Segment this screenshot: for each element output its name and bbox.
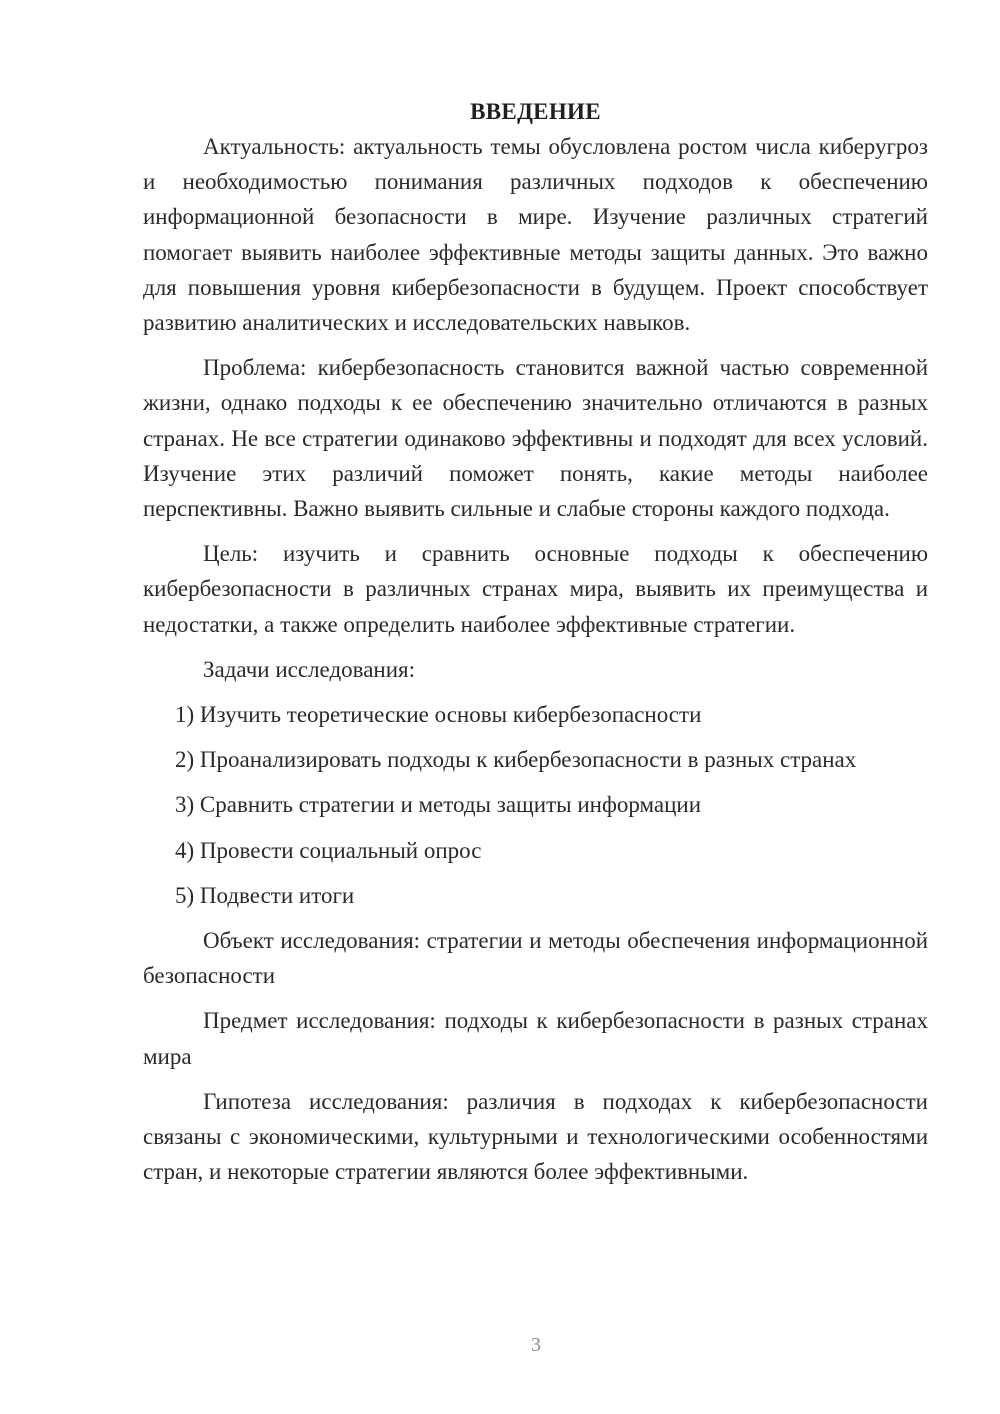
paragraph-goal: Цель: изучить и сравнить основные подходы к обеспечению кибербезопасности в различных странах мира, выявить их преимущества и недостатки, а также определить наиболее эффективные стратегии. (143, 541, 928, 637)
paragraph-problem: Проблема: кибербезопасность становится важной частью современной жизни, однако подходы к ее обеспечению значительно отличаются в разных странах. Не все стратегии одинаково эффективны и подходят для всех условий. Изучение этих различий поможет понять, какие методы наиболее перспективны. Важно выявить сильные и слабые стороны каждого подхода. (143, 355, 928, 522)
tasks-heading: Задачи исследования: (203, 656, 416, 682)
page-title: ВВЕДЕНИЕ (470, 99, 601, 124)
task-item-5: 5) Подвести итоги (175, 882, 355, 908)
page-content (143, 94, 928, 1199)
tasks-list (143, 697, 928, 913)
task-item-3: 3) Сравнить стратегии и методы защиты информации (175, 792, 702, 818)
task-item-4: 4) Провести социальный опрос (175, 837, 482, 863)
paragraph-relevance: Актуальность: актуальность темы обусловлена ростом числа киберугроз и необходимостью понимания различных подходов к обеспечению информационной безопасности в мире. Изучение различных стратегий помогает выявить наиболее эффективные методы защиты данных. Это важно для повышения уровня кибербезопасности в будущем. Проект способствует развитию аналитических и исследовательских навыков. (143, 134, 928, 336)
paragraph-hypothesis: Гипотеза исследования: различия в подходах к кибербезопасности связаны с экономическими, культурными и технологическими особенностями стран, и некоторые стратегии являются более эффективными. (143, 1088, 928, 1185)
paragraph-subject: Предмет исследования: подходы к кибербезопасности в разных странах мира (143, 1008, 928, 1069)
page-number: 3 (531, 1334, 541, 1356)
paragraph-object: Объект исследования: стратегии и методы обеспечения информационной безопасности (143, 928, 928, 989)
task-item-2: 2) Проанализировать подходы к кибербезопасности в разных странах (175, 747, 857, 773)
task-item-1: 1) Изучить теоретические основы кибербезопасности (175, 702, 702, 728)
